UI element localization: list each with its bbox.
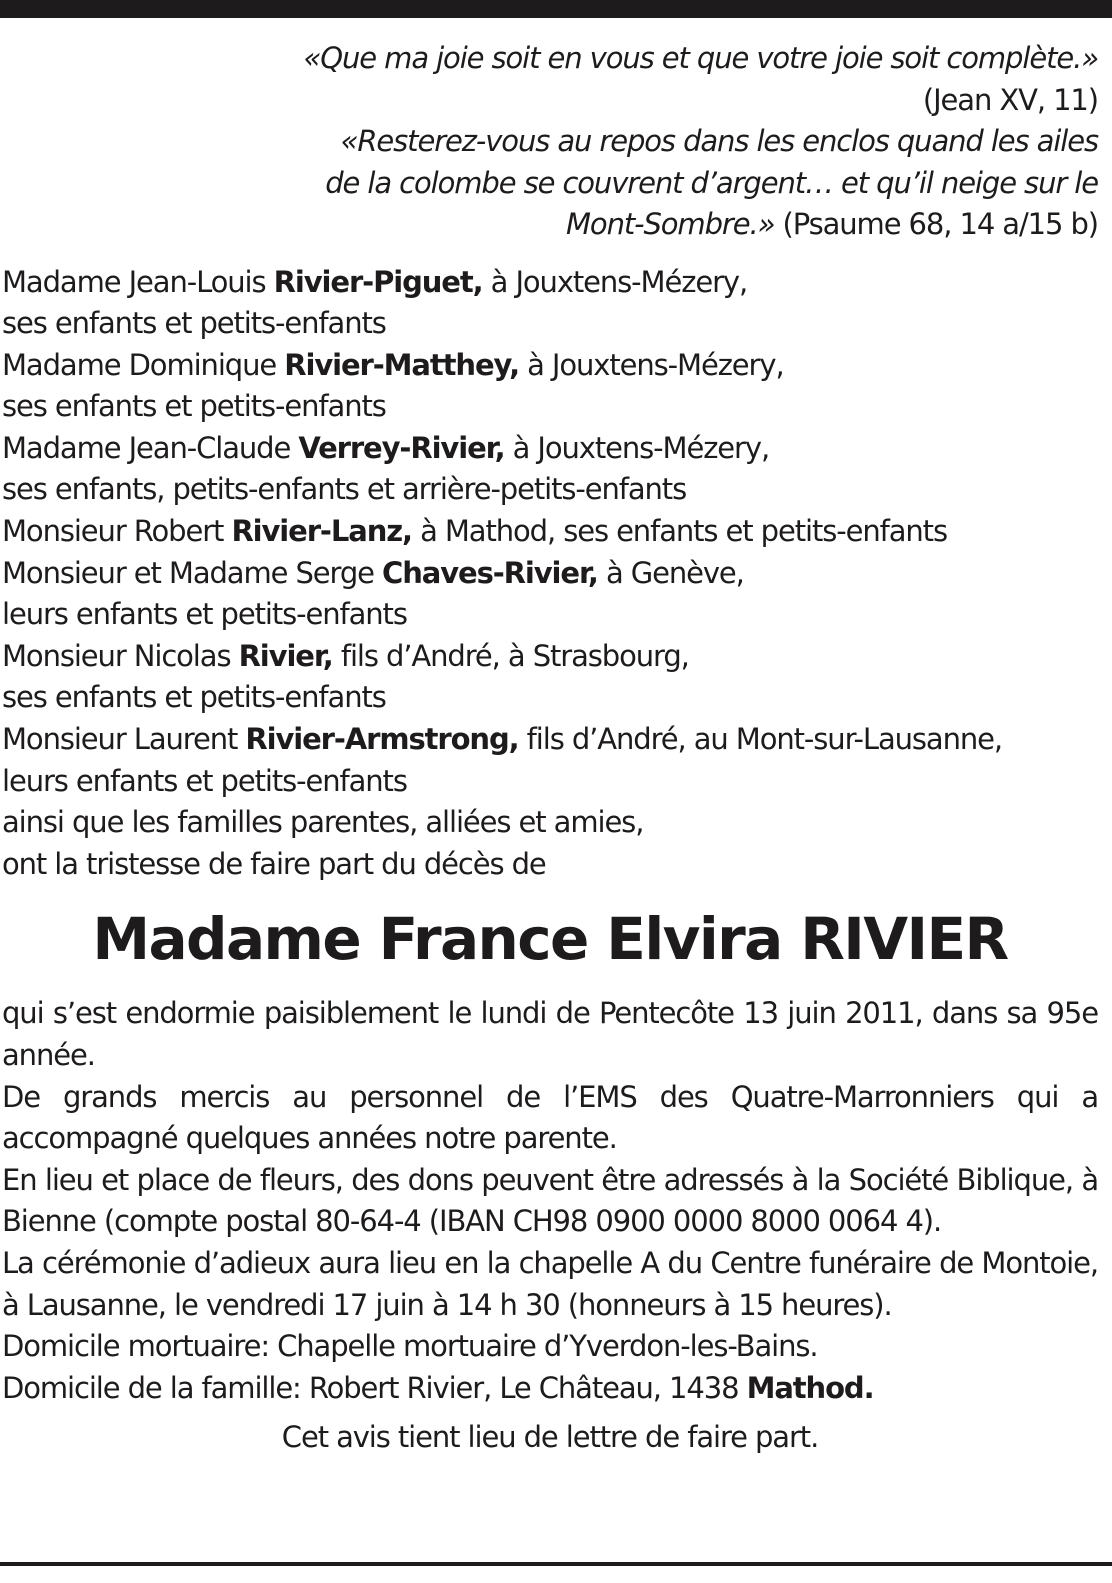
closing-note: Cet avis tient lieu de lettre de faire part.: [281, 1420, 819, 1455]
family-line-text: ainsi que les familles parentes, alliées et amies,: [2, 805, 644, 840]
passing-statement: qui s’est endormie paisiblement le lundi de Pentecôte 13 juin 2011, dans sa 95e année.: [2, 996, 1098, 1072]
family-line: [2, 636, 1098, 678]
donations-paragraph: En lieu et place de fleurs, des dons peuvent être adressés à la Société Biblique, à Bienne (compte postal 80-64-4 (IBAN CH98 0900 0000 8000 0064 4).: [2, 1162, 1098, 1239]
verse-line-1: «Que ma joie soit en vous et que votre joie soit complète.»: [303, 41, 1098, 75]
family-line-location: à Mathod, ses enfants et petits-enfants: [411, 514, 947, 549]
thanks-paragraph: De grands mercis au personnel de l’EMS des Quatre-Marronniers qui a accompagné quelques années notre parente.: [2, 1079, 1098, 1156]
family-line-location: fils d’André, au Mont-sur-Lausanne,: [518, 722, 1003, 757]
family-line: [2, 844, 1098, 886]
family-line-text: Monsieur et Madame Serge: [2, 555, 383, 590]
family-line: [2, 677, 1098, 719]
verse-line-4-row: [2, 204, 1098, 246]
family-line-text: ses enfants et petits-enfants: [2, 389, 386, 424]
family-surname: Rivier-Armstrong,: [245, 722, 519, 757]
family-list: [2, 262, 1098, 886]
obituary-notice: [2, 38, 1098, 1459]
family-surname: Rivier-Matthey,: [284, 347, 520, 382]
family-surname: Rivier,: [238, 638, 333, 673]
family-line: [2, 511, 1098, 553]
family-address-text: Domicile de la famille: Robert Rivier, Le Château, 1438: [2, 1370, 747, 1405]
family-line: [2, 303, 1098, 345]
verse-reference-2: (Psaume 68, 14 a/15 b): [774, 207, 1098, 241]
family-line-text: Madame Dominique: [2, 347, 285, 382]
family-line-text: Monsieur Nicolas: [2, 638, 239, 673]
verse-reference-1: (Jean XV, 11): [922, 82, 1098, 117]
ceremony-paragraph: La cérémonie d’adieux aura lieu en la chapelle A du Centre funéraire de Montoie, à Lausanne, le vendredi 17 juin à 14 h 30 (honneurs à 15 heures).: [2, 1245, 1098, 1322]
family-surname: Rivier-Lanz,: [231, 514, 412, 549]
bottom-border-rule: [0, 1562, 1112, 1566]
family-line-location: à Jouxtens-Mézery,: [519, 347, 784, 382]
scripture-quote: [2, 38, 1098, 246]
verse-line-2: «Resterez-vous au repos dans les enclos quand les ailes: [340, 124, 1098, 158]
family-address-town: Mathod.: [746, 1370, 874, 1405]
family-line: [2, 719, 1098, 761]
family-line: [2, 345, 1098, 387]
family-line-text: ses enfants et petits-enfants: [2, 680, 386, 715]
family-line-text: ont la tristesse de faire part du décès de: [2, 846, 546, 881]
family-line-text: leurs enfants et petits-enfants: [2, 763, 407, 798]
family-line-location: à Genève,: [597, 555, 744, 590]
family-line-text: Madame Jean-Claude: [2, 430, 299, 465]
family-line-text: ses enfants et petits-enfants: [2, 306, 386, 341]
family-surname: Rivier-Piguet,: [273, 264, 483, 299]
verse-line-3: de la colombe se couvrent d’argent… et qu’il neige sur le: [325, 165, 1098, 200]
family-line-text: Monsieur Robert: [2, 514, 232, 549]
notice-body: [2, 993, 1098, 1409]
family-line: [2, 802, 1098, 844]
family-line: [2, 262, 1098, 304]
family-line-text: Madame Jean-Louis: [2, 264, 274, 299]
family-line: [2, 428, 1098, 470]
family-line-text: Monsieur Laurent: [2, 722, 246, 757]
family-surname: Verrey-Rivier,: [298, 430, 505, 465]
family-line-location: à Jouxtens-Mézery,: [482, 264, 748, 299]
family-line-location: à Jouxtens-Mézery,: [504, 430, 770, 465]
family-line: [2, 553, 1098, 595]
family-line: [2, 386, 1098, 428]
top-border-rule: [0, 0, 1112, 18]
family-line: [2, 469, 1098, 511]
family-line: [2, 594, 1098, 636]
family-line: [2, 761, 1098, 803]
deceased-name-heading: Madame France Elvira RIVIER: [92, 905, 1008, 974]
family-line-text: leurs enfants et petits-enfants: [2, 597, 407, 632]
verse-line-4: Mont-Sombre.»: [566, 207, 775, 241]
family-surname: Chaves-Rivier,: [382, 555, 598, 590]
family-address: [2, 1368, 1098, 1410]
family-line-text: ses enfants, petits-enfants et arrière-petits-enfants: [2, 472, 687, 507]
family-line-location: fils d’André, à Strasbourg,: [332, 638, 689, 673]
mortuary-address: Domicile mortuaire: Chapelle mortuaire d’Yverdon-les-Bains.: [2, 1329, 818, 1364]
